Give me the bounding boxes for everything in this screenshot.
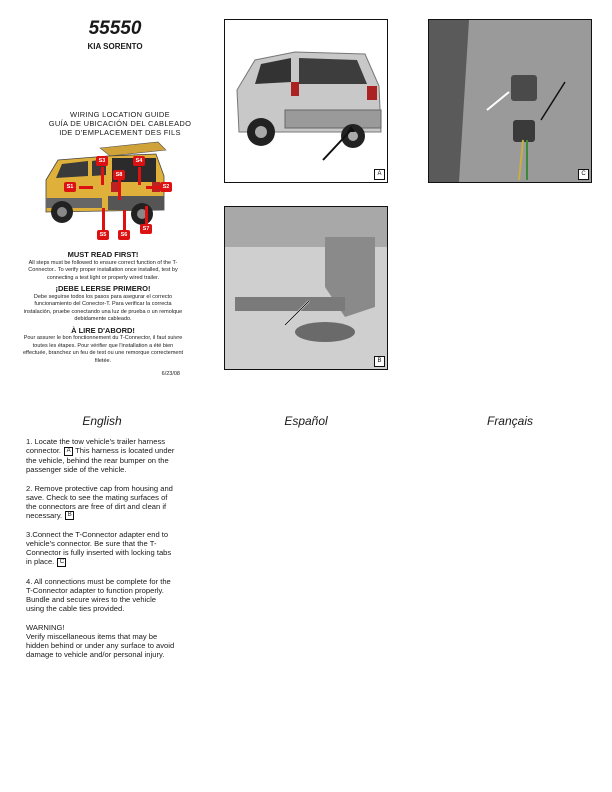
notice-heading-es: ¡DEBE LEERSE PRIMERO!	[55, 284, 151, 293]
tag-s3: S3	[96, 156, 108, 166]
warning-text: Verify miscellaneous items that may be hidden behind or under any surface to avoid damage to vehicle and/or personal injury.	[26, 631, 175, 659]
photo-a	[224, 19, 388, 183]
step-1-cont: This harness is located under the vehicle, behind the rear bumper on the passenger side of the vehicle.	[26, 446, 175, 474]
tag-s6: S6	[118, 230, 130, 240]
yellow-suv-image	[38, 140, 173, 240]
suv-wiring-illustration	[38, 140, 173, 240]
heading-french: Français	[486, 414, 533, 428]
photo-a-label: A	[374, 169, 385, 180]
step-3	[26, 530, 176, 567]
guide-title-es: GUÍA DE UBICACIÓN DEL CABLEADO	[48, 119, 192, 128]
arrow-s8	[118, 180, 121, 200]
photo-c-label: C	[578, 169, 589, 180]
notice-heading-en: MUST READ FIRST!	[67, 250, 139, 259]
notice-heading-fr: À LIRE D'ABORD!	[71, 325, 135, 335]
step-3-text: 3.Connect the T-Connector adapter end to vehicle's connector. Be sure that the T-Connector is fully inserted with locking tabs in place.	[26, 530, 172, 566]
notices	[20, 248, 186, 365]
arrow-s5	[102, 208, 105, 230]
tag-s8: S8	[113, 170, 125, 180]
guide-title-en: WIRING LOCATION GUIDE	[70, 110, 170, 119]
vehicle-model: KIA SORENTO	[87, 42, 143, 51]
arrow-s2	[146, 186, 160, 189]
arrow-s3	[101, 167, 104, 185]
tag-s4: S4	[133, 156, 145, 166]
arrow-s6	[123, 210, 126, 232]
english-instructions	[26, 437, 176, 659]
notice-body-es: Debe seguirse todos los pasos para asegurar el correcto funcionamiento del Conector-T. Para verificar la correcta instalación, pruebe conectando una luz de prueba o un remolque debidamente cableado.	[23, 293, 183, 322]
guide-title-fr: IDE D'EMPLACEMENT DES FILS	[59, 128, 181, 137]
step-2-text: 2. Remove protective cap from housing and save. Check to see the mating surfaces of the connectors are free of dirt and clean if necessary.	[26, 483, 173, 520]
step-4-text: 4. All connections must be complete for the T-Connector adapter to function properly. Bundle and secure wires to the vehicle using the cable ties provided.	[26, 576, 171, 613]
tag-s1: S1	[64, 182, 76, 192]
photo-c	[428, 19, 592, 183]
heading-spanish: Español	[284, 414, 328, 428]
photo-b-label: B	[374, 356, 385, 367]
wiring-guide-title	[20, 110, 220, 137]
arrow-s7	[145, 206, 148, 226]
heading-english: English	[82, 414, 122, 428]
arrow-s1	[79, 186, 93, 189]
revision-date: 6/23/08	[161, 371, 180, 377]
warning-title: WARNING!	[26, 622, 65, 632]
step-1	[26, 437, 176, 474]
photo-b	[224, 206, 388, 370]
step-3-ref: C	[57, 558, 66, 567]
arrow-s4	[138, 167, 141, 185]
tag-s2: S2	[160, 182, 172, 192]
step-4	[26, 577, 176, 613]
step-1-text: 1. Locate the tow vehicle's trailer harness connector.	[26, 437, 166, 455]
connector-photo	[429, 20, 591, 182]
notice-body-en: All steps must be followed to ensure correct function of the T-Connector.. To verify proper installation once installed, test by connecting a test light or properly wired trailer.	[28, 259, 178, 281]
underbody-photo	[225, 207, 387, 369]
step-1-ref: A	[64, 447, 73, 456]
silver-suv-photo	[225, 20, 387, 182]
warning	[26, 623, 176, 659]
tag-s5: S5	[97, 230, 109, 240]
step-2	[26, 484, 176, 521]
tag-s7: S7	[140, 224, 152, 234]
part-number: 55550	[88, 18, 142, 39]
notice-body-fr: Pour assurer le bon fonctionnement du T-Connector, il faut suivre toutes les étapes. Pour vérifier que l'installation a été bien effectuée, branchez un feu de test ou une remorque correctement filetée.	[22, 335, 184, 364]
step-2-ref: B	[65, 511, 74, 520]
